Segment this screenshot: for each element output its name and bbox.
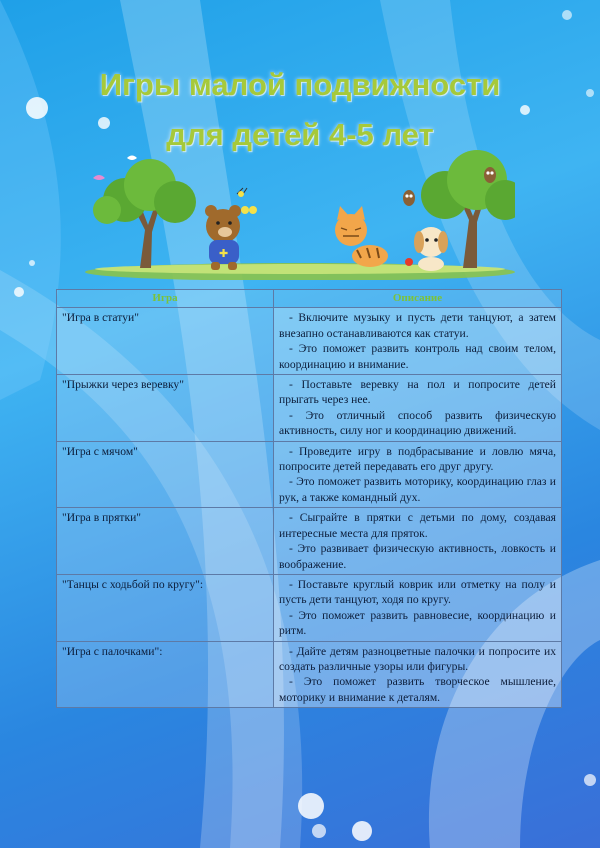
games-table-container	[56, 289, 562, 708]
game-name: "Прыжки через веревку"	[57, 375, 274, 442]
game-description	[274, 508, 562, 575]
description-line: - Дайте детям разноцветные палочки и попросите их создать различные узоры или фигуры.	[279, 644, 556, 673]
left-tree-icon	[93, 159, 196, 268]
table-row	[57, 308, 562, 375]
dog-icon	[414, 227, 448, 271]
header-game: Игра	[57, 290, 274, 308]
game-name: "Танцы с ходьбой по кругу":	[57, 574, 274, 641]
game-description	[274, 308, 562, 375]
description-line: - Поставьте круглый коврик или отметку на полу и пусть дети танцуют, ходя по кругу.	[279, 577, 556, 607]
table-header-row	[57, 290, 562, 308]
meadow-illustration	[85, 150, 515, 280]
header-description: Описание	[274, 290, 562, 308]
title-line-2: для детей 4-5 лет	[166, 117, 434, 152]
description-line: - Проведите игру в подбрасывание и ловлю мяча, попросите детей передавать его друг другу.	[279, 444, 556, 474]
bird-icon	[127, 156, 137, 161]
description-line: - Это поможет развить равновесие, координацию и ритм.	[279, 608, 556, 638]
title-line-1: Игры малой подвижности	[99, 67, 501, 102]
game-description	[274, 574, 562, 641]
owl-icon	[403, 190, 415, 206]
description-line: - Включите музыку и пусть дети танцуют, а затем внезапно останавливаются как статуи.	[279, 311, 556, 340]
game-name: "Игра в статуи"	[57, 308, 274, 375]
description-line: - Это развивает физическую активность, ловкость и воображение.	[279, 542, 556, 571]
description-line: - Поставьте веревку на пол и попросите детей прыгать через нее.	[279, 378, 556, 407]
description-line: - Это поможет развить моторику, координацию глаз и рук, а также командный дух.	[279, 475, 556, 504]
table-row	[57, 641, 562, 708]
description-line: - Это поможет развить контроль над своим телом, координацию и внимание.	[279, 342, 556, 371]
game-name: "Игра с палочками":	[57, 641, 274, 708]
owl-icon	[484, 167, 496, 183]
game-description	[274, 641, 562, 708]
description-line: - Это отличный способ развить физическую активность, силу ног и координацию движений.	[279, 408, 556, 438]
bear-icon	[205, 205, 241, 270]
game-name: "Игра в прятки"	[57, 508, 274, 575]
description-line: - Сыграйте в прятки с детьми по дому, создавая интересные места для пряток.	[279, 511, 556, 540]
ball-icon	[405, 258, 413, 266]
page-title	[0, 60, 600, 160]
game-description	[274, 441, 562, 508]
games-table	[56, 289, 562, 708]
cat-icon	[335, 206, 388, 267]
table-row	[57, 574, 562, 641]
svg-text:✚: ✚	[219, 247, 229, 260]
game-name: "Игра с мячом"	[57, 441, 274, 508]
table-row	[57, 441, 562, 508]
description-line: - Это поможет развить творческое мышление, моторику и внимание к деталям.	[279, 675, 556, 704]
table-row	[57, 375, 562, 442]
bird-icon	[93, 175, 105, 180]
game-description	[274, 375, 562, 442]
table-row	[57, 508, 562, 575]
